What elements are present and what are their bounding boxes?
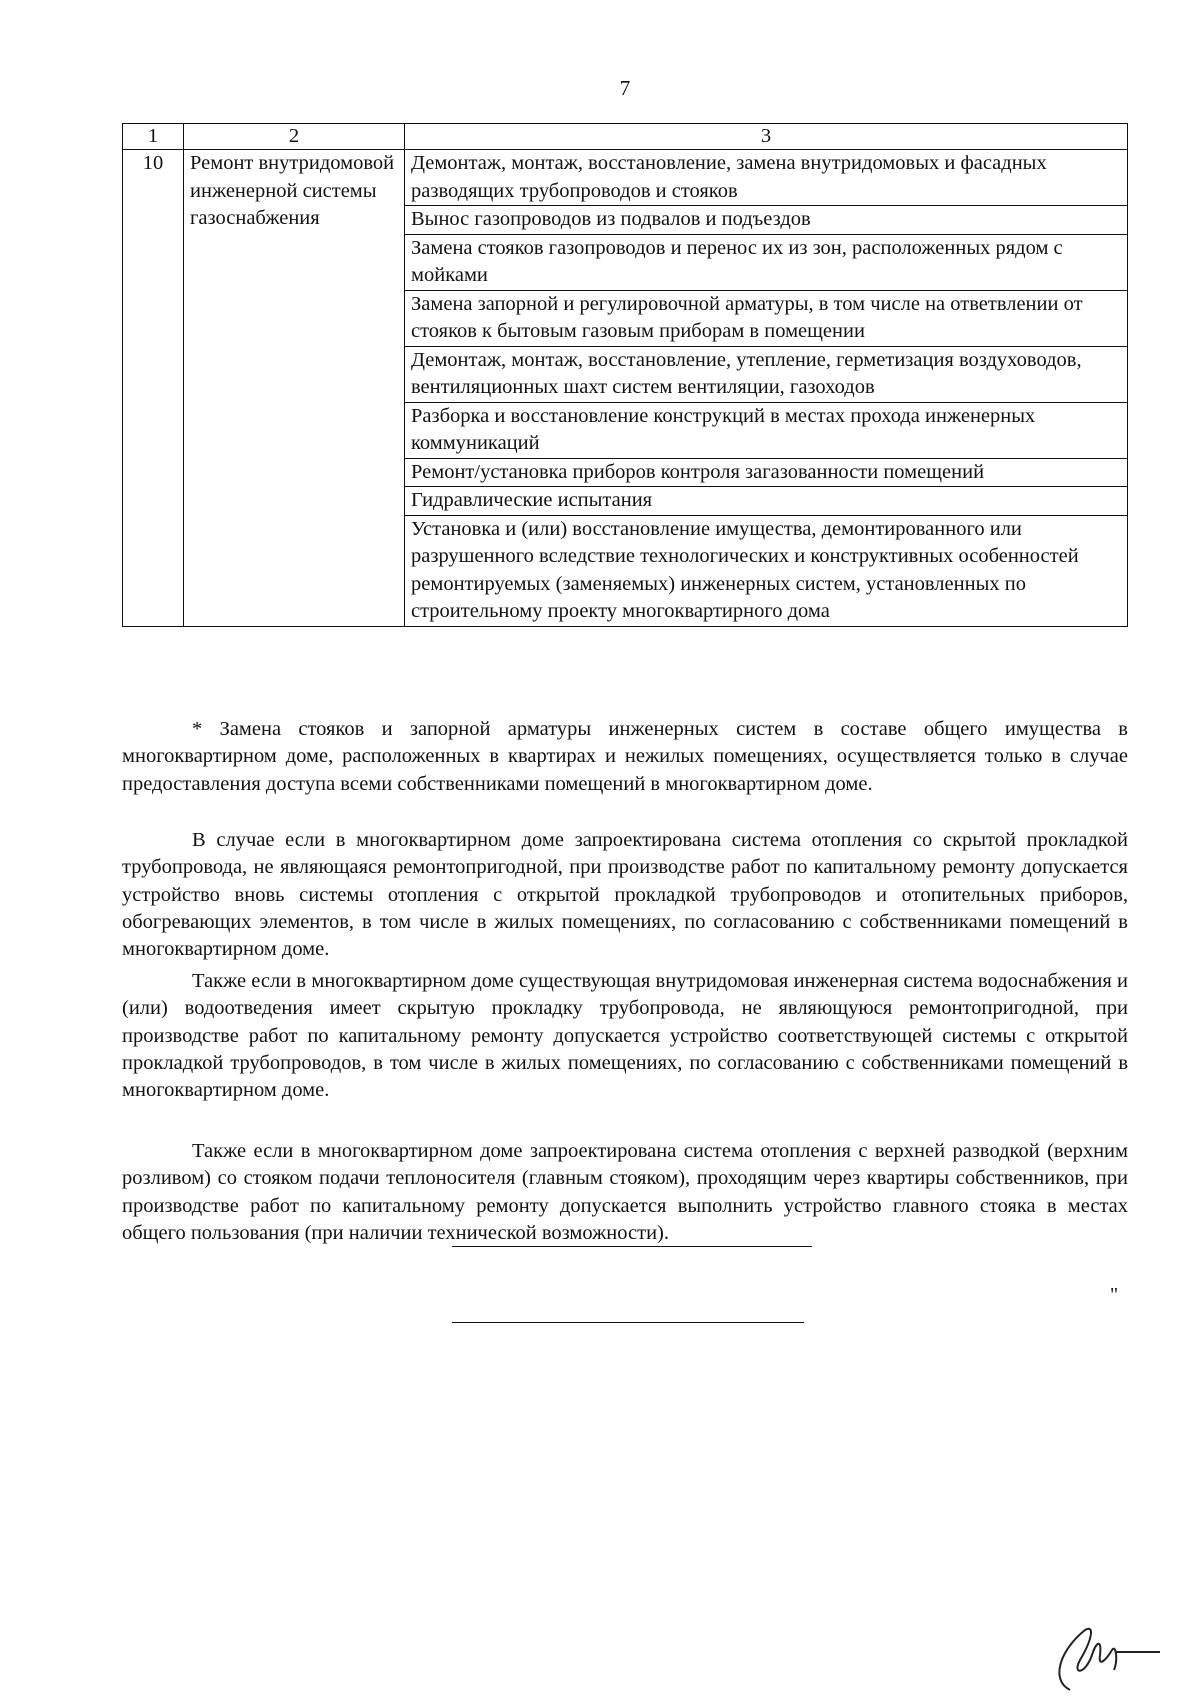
work-item: Вынос газопроводов из подвалов и подъездов: [405, 206, 1128, 235]
works-table: [122, 123, 1128, 627]
work-item: Гидравлические испытания: [405, 487, 1128, 516]
work-item: Установка и (или) восстановление имущества, демонтированного или разрушенного вследствие технологических и конструктивных особенностей ремонтируемых (заменяемых) инженерных систем, установленных по строительному проекту многоквартирного дома: [405, 515, 1128, 626]
separator-line: [452, 1322, 804, 1323]
work-item: Демонтаж, монтаж, восстановление, утепление, герметизация воздуховодов, вентиляционных шахт систем вентиляции, газоходов: [405, 346, 1128, 402]
paragraph-text: * Замена стояков и запорной арматуры инженерных систем в составе общего имущества в многоквартирном доме, расположенных в квартирах и нежилых помещениях, осуществляется только в случае предоставления доступа всеми собственниками помещений в многоквартирном доме.: [122, 718, 1128, 795]
closing-quote: ": [1110, 1284, 1119, 1306]
header-cell: 2: [184, 124, 405, 150]
row-name: Ремонт внутридомовой инженерной системы газоснабжения: [184, 150, 405, 627]
work-item: Разборка и восстановление конструкций в местах прохода инженерных коммуникаций: [405, 402, 1128, 458]
page-number: 7: [619, 76, 631, 100]
work-item: Демонтаж, монтаж, восстановление, замена внутридомовых и фасадных разводящих трубопроводов и стояков: [405, 150, 1128, 206]
header-cell: 1: [123, 124, 184, 150]
footnote-paragraph: [122, 716, 1128, 798]
work-item: Замена стояков газопроводов и перенос их из зон, расположенных рядом с мойками: [405, 234, 1128, 290]
work-item: Ремонт/установка приборов контроля загазованности помещений: [405, 458, 1128, 487]
row-number: 10: [123, 150, 184, 627]
paragraph-text: В случае если в многоквартирном доме запроектирована система отопления со скрытой прокладкой трубопровода, не являющаяся ремонтопригодной, при производстве работ по капитальному ремонту допускается устройство вновь системы отопления с открытой прокладкой трубопроводов и отопительных приборов, обогревающих элементов, в том числе в жилых помещениях, по согласованию с собственниками помещений в многоквартирном доме.: [122, 829, 1128, 961]
paragraph: [122, 827, 1128, 963]
separator-line: [452, 1246, 812, 1247]
paragraph: [122, 1138, 1128, 1247]
work-item: Замена запорной и регулировочной арматуры, в том числе на ответвлении от стояков к бытовым газовым приборам в помещении: [405, 290, 1128, 346]
signature: [1040, 1620, 1180, 1701]
paragraph-text: Также если в многоквартирном доме запроектирована система отопления с верхней разводкой (верхним розливом) со стояком подачи теплоносителя (главным стояком), проходящим через квартиры собственников, при производстве работ по капитальному ремонту допускается выполнить устройство главного стояка в местах общего пользования (при наличии технической возможности).: [122, 1140, 1128, 1244]
paragraph: [122, 968, 1128, 1104]
paragraph-text: Также если в многоквартирном доме существующая внутридомовая инженерная система водоснабжения и (или) водоотведения имеет скрытую прокладку трубопровода, не являющуюся ремонтопригодной, при производстве работ по капитальному ремонту допускается устройство соответствующей системы с открытой прокладкой трубопроводов, в том числе в жилых помещениях, по согласованию с собственниками помещений в многоквартирном доме.: [122, 970, 1128, 1102]
table-row: [123, 150, 1128, 206]
header-cell: 3: [405, 124, 1128, 150]
table-header-row: [123, 124, 1128, 150]
